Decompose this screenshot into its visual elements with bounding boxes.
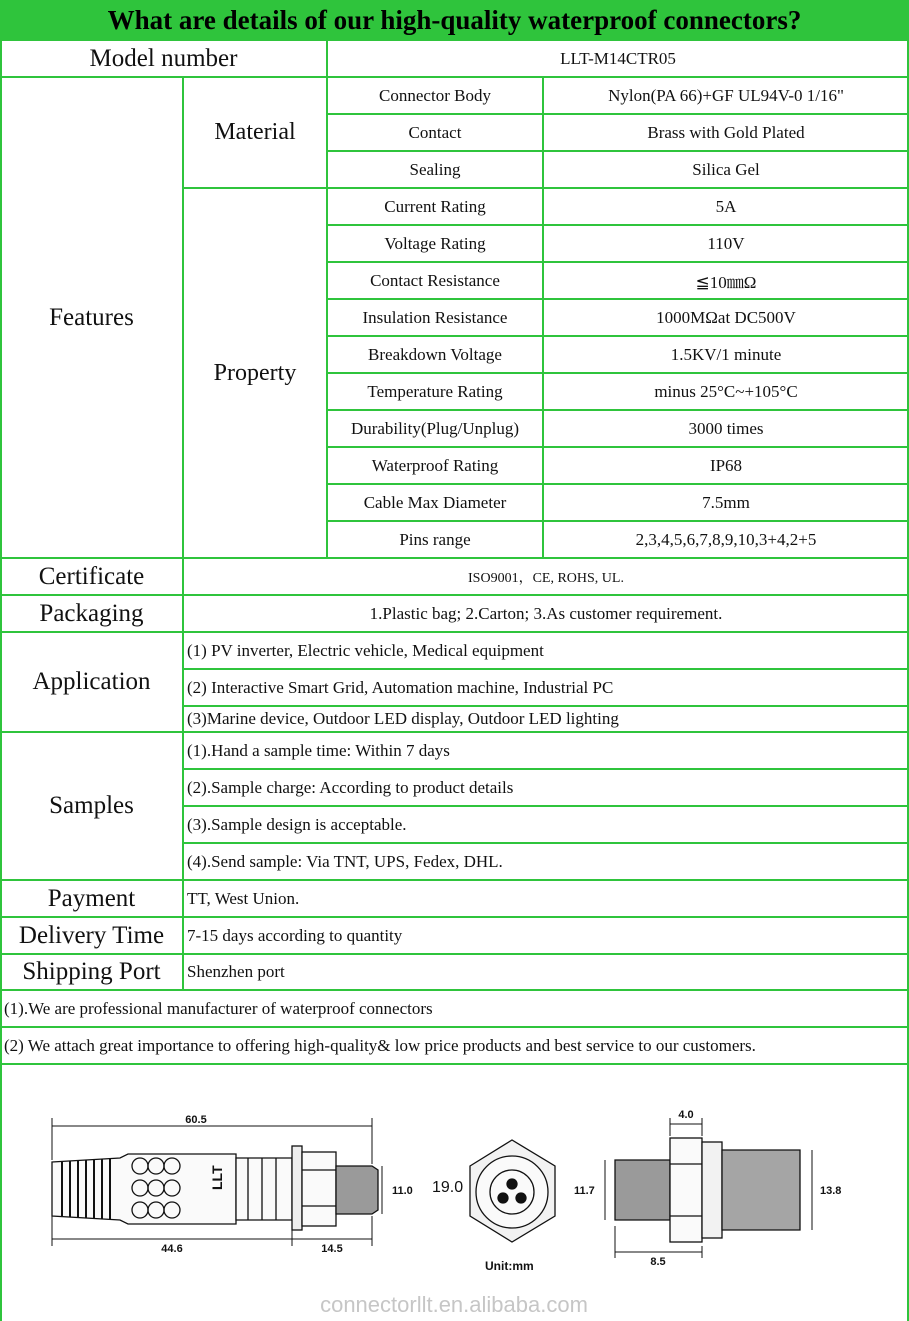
- grid-line: [0, 916, 909, 918]
- grid-line: [0, 631, 909, 633]
- grid-line: [183, 668, 909, 670]
- material-label: Material: [214, 119, 296, 145]
- application-item: (3)Marine device, Outdoor LED display, Outdoor LED lighting: [187, 709, 619, 728]
- grid-line: [0, 557, 909, 559]
- grid-line: [327, 113, 909, 115]
- spec-value: minus 25°C~+105°C: [654, 381, 798, 401]
- grid-line: [327, 483, 909, 485]
- spec-value: 110V: [707, 233, 745, 253]
- spec-name: Waterproof Rating: [371, 455, 499, 475]
- features-label: Features: [49, 303, 134, 331]
- grid-line: [327, 187, 909, 189]
- packaging-label: Packaging: [39, 599, 144, 627]
- application-item: (2) Interactive Smart Grid, Automation machine, Industrial PC: [187, 677, 614, 697]
- grid-line: [327, 372, 909, 374]
- grid-line: [327, 150, 909, 152]
- spec-value: Silica Gel: [692, 159, 760, 179]
- connector-dimension-drawing: [0, 1066, 909, 1321]
- spec-name: Voltage Rating: [384, 233, 486, 253]
- grid-line: [0, 879, 909, 881]
- samples-item: (3).Sample design is acceptable.: [187, 814, 407, 834]
- spec-name: Connector Body: [379, 85, 491, 105]
- spec-name: Current Rating: [384, 196, 486, 216]
- spec-name: Contact: [408, 122, 462, 142]
- dim-body-length: 44.6: [161, 1243, 183, 1255]
- spec-name: Breakdown Voltage: [368, 344, 502, 364]
- grid-line: [183, 705, 909, 707]
- grid-line: [0, 39, 909, 41]
- grid-line: [0, 0, 909, 2]
- grid-line: [542, 76, 544, 558]
- certificate-value: ISO9001，CE, ROHS, UL.: [468, 570, 624, 586]
- grid-line: [0, 594, 909, 596]
- dim-thread-diameter: 11.0: [392, 1185, 413, 1197]
- spec-name: Cable Max Diameter: [363, 492, 507, 512]
- grid-line: [326, 39, 328, 558]
- dim-panel-diameter-a: 11.7: [574, 1185, 595, 1197]
- application-item: (1) PV inverter, Electric vehicle, Medical equipment: [187, 640, 544, 660]
- grid-line: [183, 842, 909, 844]
- grid-line: [183, 187, 327, 189]
- note-line: (1).We are professional manufacturer of waterproof connectors: [4, 998, 433, 1018]
- samples-label: Samples: [49, 792, 134, 819]
- grid-line: [327, 520, 909, 522]
- spec-value: IP68: [709, 455, 743, 475]
- spec-value: 1000MΩat DC500V: [656, 307, 796, 327]
- grid-line: [0, 76, 909, 78]
- spec-value: 5A: [715, 196, 737, 216]
- samples-item: (2).Sample charge: According to product details: [187, 777, 514, 797]
- dim-thread-length: 14.5: [321, 1243, 343, 1255]
- spec-name: Contact Resistance: [370, 270, 500, 290]
- grid-line: [327, 224, 909, 226]
- spec-value: 7.5mm: [702, 492, 750, 512]
- payment-label: Payment: [47, 884, 136, 912]
- model-label: Model number: [89, 44, 238, 72]
- delivery-label: Delivery Time: [18, 921, 165, 949]
- spec-name: Durability(Plug/Unplug): [350, 418, 520, 438]
- connector-panel-view: [615, 1138, 800, 1242]
- dim-front-diameter: 19.0: [432, 1179, 464, 1196]
- dim-overall-length: 60.5: [185, 1114, 207, 1126]
- grid-line: [327, 446, 909, 448]
- model-value: LLT-M14CTR05: [560, 48, 676, 68]
- grid-line: [327, 261, 909, 263]
- table-title: What are details of our high-quality waterproof connectors?: [0, 0, 909, 40]
- samples-item: (4).Send sample: Via TNT, UPS, Fedex, DHL.: [187, 851, 503, 871]
- grid-line: [182, 557, 184, 990]
- spec-value: 3000 times: [688, 418, 764, 438]
- spec-value: Nylon(PA 66)+GF UL94V-0 1/16": [608, 85, 844, 105]
- dim-panel-length: 8.5: [650, 1256, 666, 1268]
- grid-line: [327, 335, 909, 337]
- spec-value: ≦10㎜Ω: [695, 273, 757, 292]
- shipping-label: Shipping Port: [22, 958, 161, 985]
- grid-line: [327, 409, 909, 411]
- packaging-value: 1.Plastic bag; 2.Carton; 3.As customer requirement.: [369, 603, 723, 623]
- application-label: Application: [32, 668, 151, 695]
- spec-name: Sealing: [409, 159, 461, 179]
- connector-front-view: [470, 1140, 555, 1242]
- note-line: (2) We attach great importance to offering high-quality& low price products and best service to our customers.: [4, 1035, 756, 1055]
- grid-line: [0, 953, 909, 955]
- grid-line: [182, 76, 184, 558]
- shipping-value: Shenzhen port: [187, 962, 285, 981]
- grid-line: [183, 768, 909, 770]
- delivery-value: 7-15 days according to quantity: [187, 925, 403, 945]
- property-label: Property: [213, 359, 297, 386]
- samples-item: (1).Hand a sample time: Within 7 days: [187, 740, 450, 760]
- grid-line: [0, 1063, 909, 1065]
- spec-name: Pins range: [399, 529, 471, 549]
- unit-label: Unit:mm: [485, 1259, 534, 1273]
- grid-line: [0, 0, 2, 1066]
- certificate-label: Certificate: [38, 562, 145, 590]
- spec-name: Insulation Resistance: [362, 307, 508, 327]
- dim-flange-width: 4.0: [678, 1109, 694, 1121]
- spec-value: Brass with Gold Plated: [647, 122, 805, 142]
- dim-panel-diameter-b: 13.8: [820, 1185, 842, 1197]
- grid-line: [0, 731, 909, 733]
- grid-line: [327, 298, 909, 300]
- payment-value: TT, West Union.: [187, 888, 300, 908]
- grid-line: [183, 805, 909, 807]
- spec-value: 2,3,4,5,6,7,8,9,10,3+4,2+5: [635, 529, 817, 549]
- spec-name: Temperature Rating: [367, 381, 503, 401]
- watermark: connectorllt.en.alibaba.com: [320, 1292, 588, 1317]
- grid-line: [0, 1026, 909, 1028]
- spec-value: 1.5KV/1 minute: [670, 344, 782, 364]
- brand-mark: LLT: [209, 1165, 225, 1190]
- grid-line: [0, 989, 909, 991]
